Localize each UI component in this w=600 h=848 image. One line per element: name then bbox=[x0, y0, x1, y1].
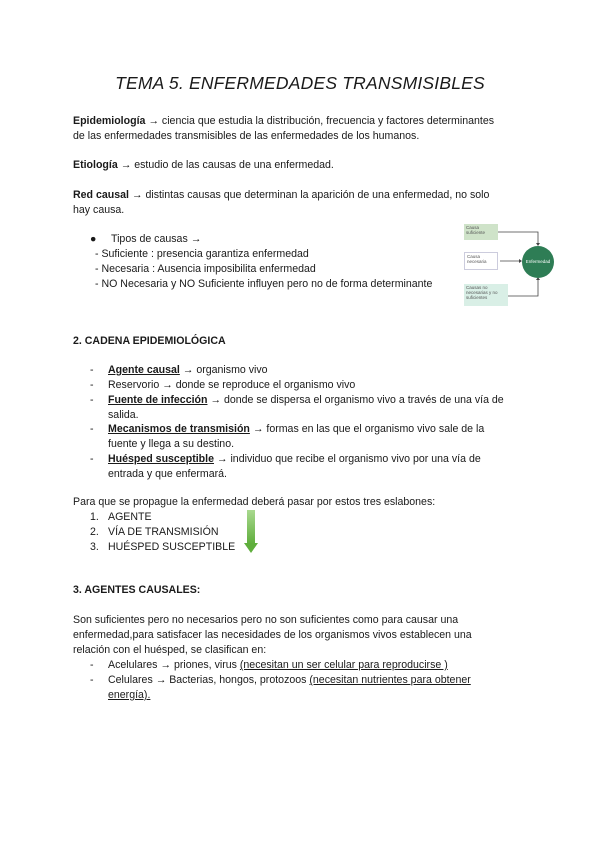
s2-dash-3: - bbox=[90, 423, 94, 435]
s2-dash-2: - bbox=[90, 394, 94, 406]
s3-dash-0: - bbox=[90, 659, 94, 671]
s3-under-celulares: (necesitan nutrientes para obtener bbox=[309, 674, 471, 686]
num-text-agente: AGENTE bbox=[108, 511, 152, 523]
s2-item-fuente-cont: salida. bbox=[108, 409, 139, 421]
section2-heading: 2. CADENA EPIDEMIOLÓGICA bbox=[73, 335, 226, 347]
red-causal-line1 bbox=[73, 188, 489, 203]
s2-item-fuente bbox=[108, 393, 504, 408]
num-text-huesped: HUÉSPED SUSCEPTIBLE bbox=[108, 541, 236, 553]
num-3: 3. bbox=[90, 541, 99, 553]
s2-text-mecanismos: → formas en las que el organismo vivo sale de la bbox=[249, 423, 485, 435]
box-causas-no-necesarias-label: Causas no necesarias y no suficientes bbox=[466, 285, 498, 300]
s3-para-line2: enfermedad,para satisfacer las necesidades de los organismos vivos establecen una bbox=[73, 629, 472, 641]
tipos-bullet: ● bbox=[90, 233, 97, 245]
tipo-necesaria: - Necesaria : Ausencia imposibilita enfermedad bbox=[95, 263, 316, 275]
s2-term-mecanismos: Mecanismos de transmisión bbox=[108, 423, 250, 435]
s3-para-line1: Son suficientes pero no necesarios pero no son suficientes como para causar una bbox=[73, 614, 459, 626]
down-arrow-icon bbox=[244, 510, 258, 553]
epidemiologia-term: Epidemiología bbox=[73, 115, 146, 127]
num-text-via: VÍA DE TRANSMISIÓN bbox=[108, 526, 219, 538]
s3-item-celulares bbox=[108, 673, 471, 688]
s2-item-agente bbox=[108, 363, 268, 378]
num-2: 2. bbox=[90, 526, 99, 538]
s3-under-acelulares: (necesitan un ser celular para reproducirse ) bbox=[239, 659, 448, 671]
s3-item-acelulares bbox=[108, 658, 448, 673]
epidemiologia-line1 bbox=[73, 114, 494, 129]
s2-dash-1: - bbox=[90, 379, 94, 391]
red-causal-def: → distintas causas que determinan la aparición de una enfermedad, no solo bbox=[131, 189, 490, 201]
arrow-suficiente bbox=[498, 232, 538, 244]
s3-dash-1: - bbox=[90, 674, 94, 686]
s2-item-reservorio: Reservorio → donde se reproduce el organismo vivo bbox=[108, 379, 356, 391]
s2-dash-4: - bbox=[90, 453, 94, 465]
s2-item-mecanismos-cont: fuente y llega a su destino. bbox=[108, 438, 235, 450]
tipo-no-necesaria: - NO Necesaria y NO Suficiente influyen pero no de forma determinante bbox=[95, 278, 433, 290]
tipos-header: Tipos de causas → bbox=[111, 233, 202, 245]
s2-item-huesped-cont: entrada y que enfermará. bbox=[108, 468, 227, 480]
circle-enfermedad-label: Enfermedad bbox=[525, 259, 551, 264]
s2-text-agente: → organismo vivo bbox=[179, 364, 268, 376]
box-causa-suficiente-label: Causa suficiente bbox=[466, 225, 486, 235]
s3-item-celulares-cont: energía). bbox=[108, 689, 151, 701]
tipo-suficiente: - Suficiente : presencia garantiza enfermedad bbox=[95, 248, 309, 260]
epidemiologia-line2: de las enfermedades transmisibles de las enfermedades de los humanos. bbox=[73, 130, 420, 142]
s3-text-celulares: Celulares → Bacterias, hongos, protozoos bbox=[108, 674, 310, 686]
circle-enfermedad bbox=[522, 246, 554, 278]
num-1: 1. bbox=[90, 511, 99, 523]
s2-item-huesped bbox=[108, 452, 481, 467]
s2-item-mecanismos bbox=[108, 422, 484, 437]
page-title: TEMA 5. ENFERMEDADES TRANSMISIBLES bbox=[115, 73, 485, 93]
s2-term-fuente: Fuente de infección bbox=[108, 394, 208, 406]
etiologia-def: → estudio de las causas de una enfermedad. bbox=[120, 159, 334, 171]
s2-dash-0: - bbox=[90, 364, 94, 376]
section3-heading: 3. AGENTES CAUSALES: bbox=[73, 584, 201, 596]
epidemiologia-def: → ciencia que estudia la distribución, frecuencia y factores determinantes bbox=[148, 115, 495, 127]
s2-term-huesped: Huésped susceptible bbox=[108, 453, 214, 465]
s2-term-agente: Agente causal bbox=[108, 364, 180, 376]
box-causa-necesaria-label: Causa necesaria bbox=[467, 254, 487, 264]
etiologia bbox=[73, 158, 334, 173]
red-causal-line2: hay causa. bbox=[73, 204, 125, 216]
arrow-no-necesarias bbox=[508, 279, 538, 296]
red-causal-term: Red causal bbox=[73, 189, 129, 201]
s2-text-fuente: → donde se dispersa el organismo vivo a través de una vía de bbox=[207, 394, 504, 406]
s3-para-line3: relación con el huésped, se clasifican en: bbox=[73, 644, 267, 656]
s2-text-huesped: → individuo que recibe el organismo vivo por una vía de bbox=[213, 453, 481, 465]
red-causal-diagram bbox=[464, 224, 556, 306]
s3-text-acelulares: Acelulares → priones, virus bbox=[108, 659, 240, 671]
etiologia-term: Etiología bbox=[73, 159, 118, 171]
s2-intro: Para que se propague la enfermedad deberá pasar por estos tres eslabones: bbox=[73, 496, 436, 508]
